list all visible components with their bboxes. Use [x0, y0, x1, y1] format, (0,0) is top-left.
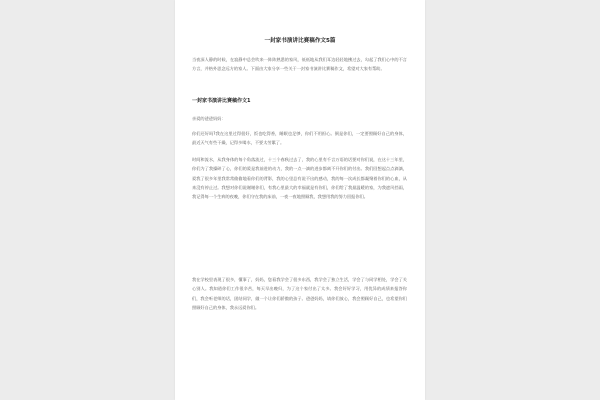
section-heading: 一封家书演讲比赛稿作文1: [192, 98, 251, 104]
body-paragraph: 时间和流水，从我身体的每个角落流过，十三个春秋过去了，我的心里有千言万语的话要对你们说，在这十三年里，你们为了我操碎了心，你们的爱是我前进的动力，我的一点一滴的进步都离不开你们的付出。我们回想起点点滴滴，爱我了很多年里我常常偷偷地看你们的背影，我的心里总有说不出的感动，我的每一次成长都凝聚着你们的心血，从来没有停止过。我想对你们说谢谢你们，有我心里最大的幸福就是有你们，你们给了我最温暖的家，为我遮风挡雨，我记得每一个生病的夜晚，你们守在我的床前，一夜一夜地照顾我，我想用我的努力回报你们。: [192, 157, 407, 200]
intro-paragraph: 当夜深人静的时候，在寂静中总会吹来一阵阵熟悉的家风，低低地从我们耳边轻轻地拂过去，勾起了我们心中的不言方言，并格外思念远方的家人。下面由大家分享一些关于一封家书演讲比赛稿作文，希望对大家有帮助。: [192, 57, 407, 72]
document-page: [175, 0, 425, 400]
document-title: 一封家书演讲比赛稿作文5篇: [264, 38, 336, 44]
body-paragraph: 你们还好吗?我在这里过得很好，饭也吃得香，睡眠也足够，你们不用担心。倒是你们，一定要照顾好自己的身体，最近天气有些干燥，记得多喝水，不要太劳累了。: [192, 131, 407, 146]
body-paragraph: 我在学校里表现了很多，懂事了，妈妈，您看我学会了很多东西，我学会了独立生活，学会了与同学相处，学会了关心别人。我知道你们工作很辛苦，每天早出晚归，为了这个家付出了太多。我会好好学习，用优异的成绩来报答你们，我会听老师的话，团结同学，做一个让你们骄傲的孩子。爸爸妈妈，请你们放心，我会照顾好自己，也希望你们照顾好自己的身体，我永远爱你们。: [192, 277, 407, 310]
greeting-line: 亲爱的爸爸妈妈：: [192, 116, 226, 121]
